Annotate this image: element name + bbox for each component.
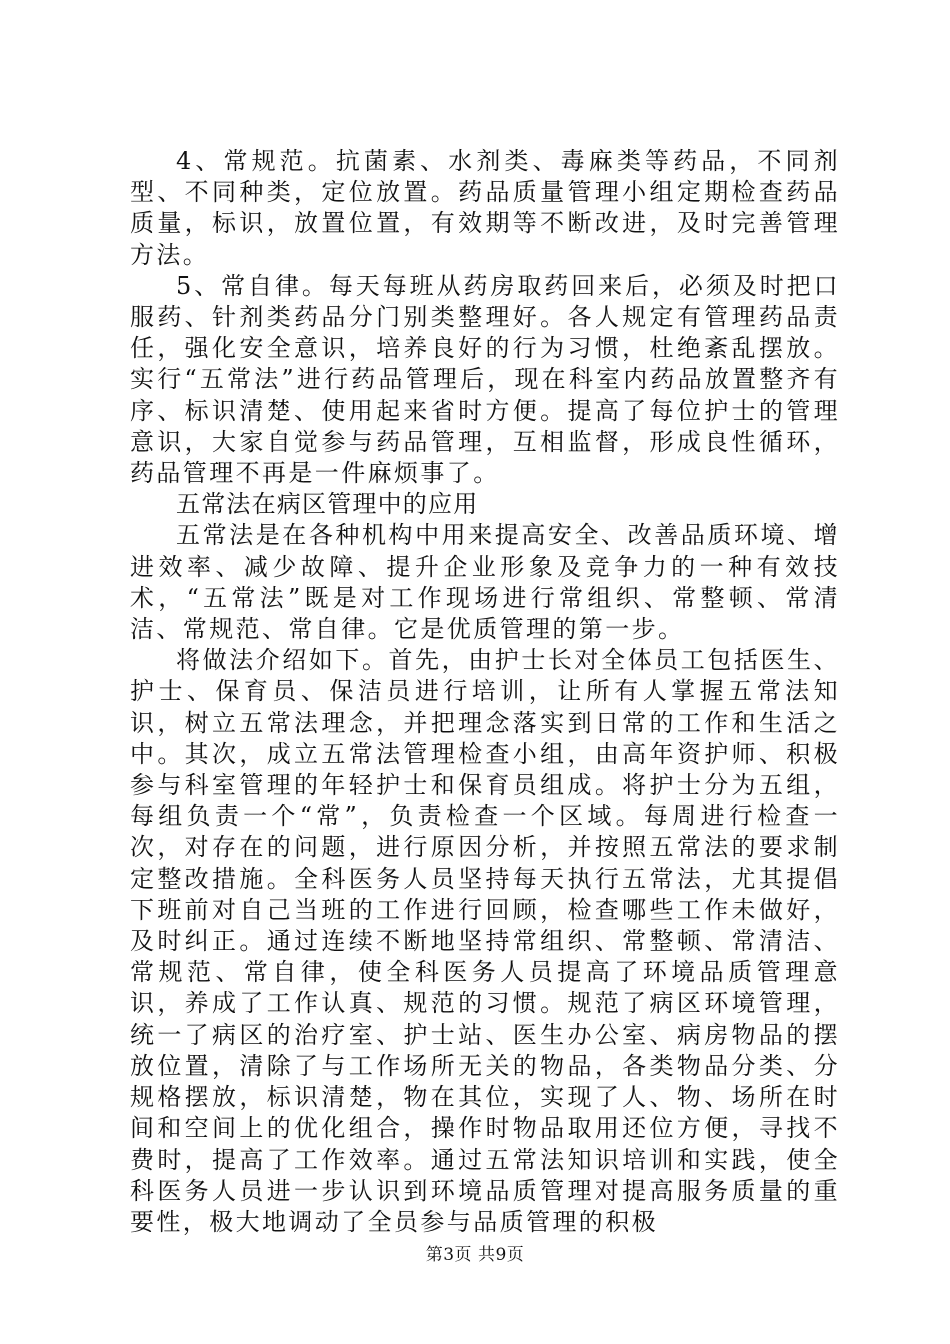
section-heading: 五常法在病区管理中的应用 (176, 490, 479, 519)
section-method-paragraph: 将做法介绍如下。首先，由护士长对全体员工包括医生、护士、保育员、保洁员进行培训，让所有人掌握五常法知识，树立五常法理念，并把理念落实到日常的工作和生活之中。其次，成立五常法管理检查小组，由高年资护师、积极参与科室管理的年轻护士和保育员组成。将护士分为五组，每组负责一个“常”，负责检查一个区域。每周进行检查一次，对存在的问题，进行原因分析，并按照五常法的要求制定整改措施。全科医务人员坚持每天执行五常法，尤其提倡下班前对自己当班的工作进行回顾，检查哪些工作未做好，及时纠正。通过连续不断地坚持常组织、常整顿、常清洁、常规范、常自律，使全科医务人员提高了环境品质管理意识，养成了工作认真、规范的习惯。规范了病区环境管理，统一了病区的治疗室、护士站、医生办公室、病房物品的摆放位置，清除了与工作场所无关的物品，各类物品分类、分规格摆放，标识清楚，物在其位，实现了人、物、场所在时间和空间上的优化组合，操作时物品取用还位方便，寻找不费时，提高了工作效率。通过五常法知识培训和实践，使全科医务人员进一步认识到环境品质管理对提高服务质量的重要性，极大地调动了全员参与品质管理的积极 (130, 646, 840, 1236)
section-intro-paragraph: 五常法是在各种机构中用来提高安全、改善品质环境、增进效率、减少故障、提升企业形象及竞争力的一种有效技术，“五常法”既是对工作现场进行常组织、常整顿、常清洁、常规范、常自律。它是优质管理的第一步。 (130, 521, 840, 644)
document-body (130, 146, 840, 1238)
paragraph-item-5: 5、常自律。每天每班从药房取药回来后，必须及时把口服药、针剂类药品分门别类整理好。各人规定有管理药品责任，强化安全意识，培养良好的行为习惯，杜绝紊乱摆放。实行“五常法”进行药品管理后，现在科室内药品放置整齐有序、标识清楚、使用起来省时方便。提高了每位护士的管理意识，大家自觉参与药品管理，互相监督，形成良性循环，药品管理不再是一件麻烦事了。 (130, 271, 840, 488)
page-footer: 第3页 共9页 (425, 1245, 525, 1265)
paragraph-item-4: 4、常规范。抗菌素、水剂类、毒麻类等药品，不同剂型、不同种类，定位放置。药品质量管理小组定期检查药品质量，标识，放置位置，有效期等不断改进，及时完善管理方法。 (130, 147, 840, 269)
